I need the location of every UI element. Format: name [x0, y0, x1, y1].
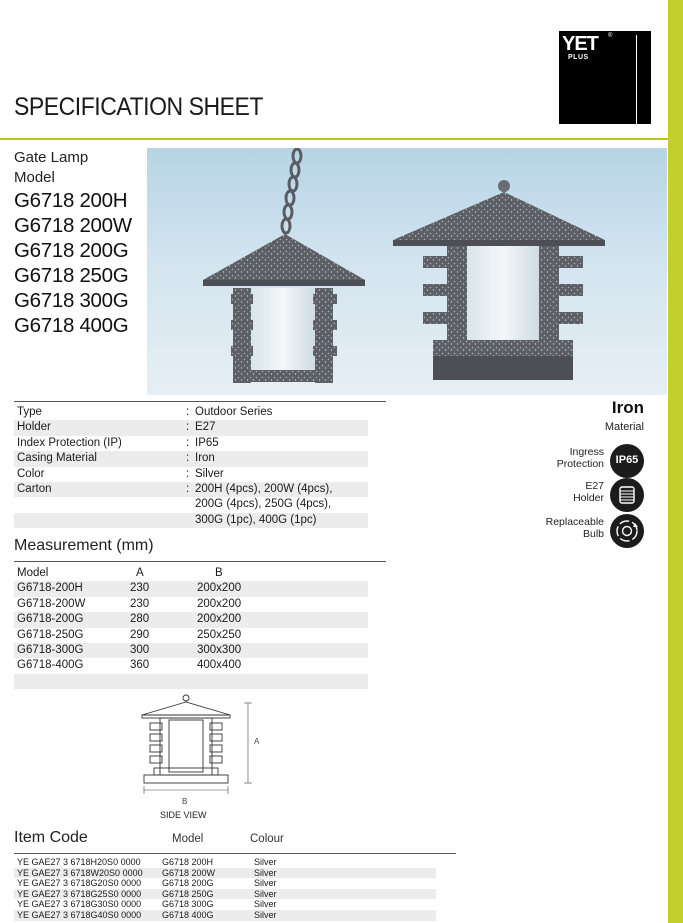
cell-item-code: YE GAE27 3 6718H20S0 0000 [17, 857, 141, 867]
cell-item-code: YE GAE27 3 6718G25S0 0000 [17, 888, 142, 899]
accent-side-band [668, 0, 683, 923]
title-divider [0, 138, 668, 140]
feature-e27-holder [520, 478, 648, 514]
spec-value: IP65 [195, 436, 219, 449]
spec-divider [14, 401, 386, 402]
spec-row-color [14, 467, 368, 482]
spec-value: Silver [195, 467, 224, 480]
dimension-b-label: B [182, 797, 188, 806]
feature-label [557, 446, 604, 470]
spec-value: Iron [195, 452, 215, 465]
spec-label: Color [17, 467, 45, 480]
cell-colour: Silver [254, 909, 277, 920]
spec-row-casing [14, 451, 368, 466]
spec-row-holder [14, 420, 368, 435]
header-model: Model [17, 567, 49, 579]
spec-label: Type [17, 406, 42, 418]
product-category: Gate Lamp [14, 149, 89, 166]
header-b: B [215, 567, 223, 579]
measurement-row [14, 581, 368, 596]
cell-item-code: YE GAE27 3 6718W20S0 0000 [17, 867, 143, 878]
replace-bulb-glyph [610, 514, 644, 548]
cell-model: G6718-200H [17, 582, 83, 595]
measurement-row [14, 643, 368, 658]
measurement-header-row [14, 566, 368, 581]
feature-label-line: Ingress [569, 446, 604, 458]
cell-colour: Silver [254, 899, 277, 910]
cell-b: 400x400 [197, 659, 242, 672]
spec-value: E27 [195, 421, 216, 434]
feature-label-line: Bulb [582, 528, 604, 540]
bulb-holder-icon [610, 478, 644, 512]
cell-colour: Silver [254, 867, 277, 878]
spec-row-carton [14, 482, 368, 497]
cell-a: 230 [130, 582, 150, 595]
product-header [14, 148, 88, 188]
material-label: Material [604, 421, 644, 433]
model-item: G6718 300G [14, 289, 129, 312]
spec-label: Casing Material [17, 452, 97, 465]
item-code-row [14, 910, 436, 921]
item-code-row [14, 857, 436, 868]
model-item: G6718 400G [14, 314, 129, 337]
cell-model: G6718 400G [162, 909, 214, 920]
item-code-model-header: Model [172, 833, 204, 845]
cell-b: 200x200 [197, 613, 242, 626]
brand-sub: PLUS [568, 54, 589, 61]
feature-label [546, 516, 604, 540]
material-value: Iron [611, 398, 644, 417]
measurement-row [14, 628, 368, 643]
side-view-drawing [136, 693, 276, 803]
cell-colour: Silver [254, 857, 277, 867]
page-title: SPECIFICATION SHEET [14, 93, 263, 121]
feature-label [573, 480, 604, 504]
item-code-title: Item Code [14, 829, 88, 846]
measurement-row [14, 658, 368, 673]
spec-row-ip [14, 436, 368, 451]
gate-lamp-illustration [147, 148, 667, 395]
brand-logo [559, 31, 651, 124]
cell-model: G6718-400G [17, 659, 84, 672]
cell-model: G6718 200G [162, 878, 214, 889]
spec-value: 200G (4pcs), 250G (4pcs), [195, 498, 332, 511]
cell-b: 300x300 [197, 643, 242, 656]
cell-colour: Silver [254, 888, 277, 899]
spec-colon: : [186, 436, 190, 449]
feature-ingress-protection [520, 444, 648, 480]
spec-colon: : [186, 421, 190, 434]
cell-model: G6718-300G [17, 643, 84, 656]
feature-label-line: Holder [573, 492, 604, 504]
cell-a: 280 [130, 613, 150, 626]
feature-label-line: Replaceable [545, 516, 604, 528]
feature-label-line: Protection [556, 458, 604, 470]
logo-lamp-cord [636, 35, 637, 130]
measurement-row [14, 612, 368, 627]
cell-model: G6718 200H [162, 857, 214, 867]
model-item: G6718 250G [14, 264, 129, 287]
spec-label: Carton [17, 482, 52, 495]
spec-colon: : [186, 452, 190, 465]
spec-value: Outdoor Series [195, 406, 273, 418]
cell-b: 250x250 [197, 628, 242, 641]
spec-colon: : [186, 406, 190, 418]
item-code-colour-header: Colour [250, 833, 284, 845]
feature-label-line: E27 [585, 480, 604, 492]
measurement-title: Measurement (mm) [14, 537, 154, 554]
cell-b: 200x200 [197, 597, 242, 610]
model-label: Model [14, 169, 55, 186]
measurement-divider [14, 561, 386, 562]
cell-a: 360 [130, 659, 150, 672]
model-item: G6718 200G [14, 239, 129, 262]
spec-colon: : [186, 467, 190, 480]
cell-a: 230 [130, 597, 150, 610]
feature-replaceable-bulb [520, 514, 648, 550]
measurement-row-empty [14, 674, 368, 689]
measurement-table [14, 566, 368, 689]
item-code-row [14, 878, 436, 889]
cell-model: G6718 200W [162, 867, 216, 878]
registered-mark: ® [608, 33, 613, 39]
spec-value: 300G (1pc), 400G (1pc) [195, 513, 317, 526]
spec-row-carton-cont [14, 513, 368, 528]
spec-label: Index Protection (IP) [17, 436, 122, 449]
bulb-holder-glyph [610, 478, 644, 512]
model-item: G6718 200W [14, 214, 132, 237]
item-code-row [14, 889, 436, 900]
product-photo [147, 148, 667, 395]
spec-value: 200H (4pcs), 200W (4pcs), [195, 482, 333, 495]
cell-model: G6718-250G [17, 628, 84, 641]
cell-model: G6718-200W [17, 597, 86, 610]
cell-a: 290 [130, 628, 150, 641]
side-view-caption: SIDE VIEW [160, 810, 207, 820]
spec-row-carton-cont [14, 497, 368, 512]
cell-item-code: YE GAE27 3 6718G40S0 0000 [17, 909, 142, 920]
spec-colon: : [186, 482, 190, 495]
post-lamp [393, 180, 605, 380]
model-list [14, 188, 132, 338]
model-item: G6718 200H [14, 189, 128, 212]
logo-lamp-shade [623, 130, 651, 142]
spec-label: Holder [17, 421, 51, 434]
measurement-row [14, 597, 368, 612]
ip65-icon [610, 444, 644, 478]
brand-name: YET [562, 33, 598, 55]
cell-a: 300 [130, 643, 150, 656]
ip65-icon-text: IP65 [615, 454, 639, 466]
cell-model: G6718-200G [17, 613, 84, 626]
cell-item-code: YE GAE27 3 6718G30S0 0000 [17, 899, 142, 910]
dimension-a-label: A [254, 737, 260, 746]
replace-bulb-icon [610, 514, 644, 548]
cell-b: 200x200 [197, 582, 242, 595]
item-code-table [14, 857, 436, 921]
cell-model: G6718 250G [162, 888, 214, 899]
cell-colour: Silver [254, 878, 277, 889]
header-a: A [136, 567, 144, 579]
cell-model: G6718 300G [162, 899, 214, 910]
spec-table [14, 405, 368, 528]
spec-row-type [14, 405, 368, 420]
item-code-row [14, 868, 436, 879]
item-code-divider [14, 853, 456, 854]
pendant-lamp [203, 149, 365, 383]
cell-item-code: YE GAE27 3 6718G20S0 0000 [17, 878, 142, 889]
item-code-row [14, 899, 436, 910]
